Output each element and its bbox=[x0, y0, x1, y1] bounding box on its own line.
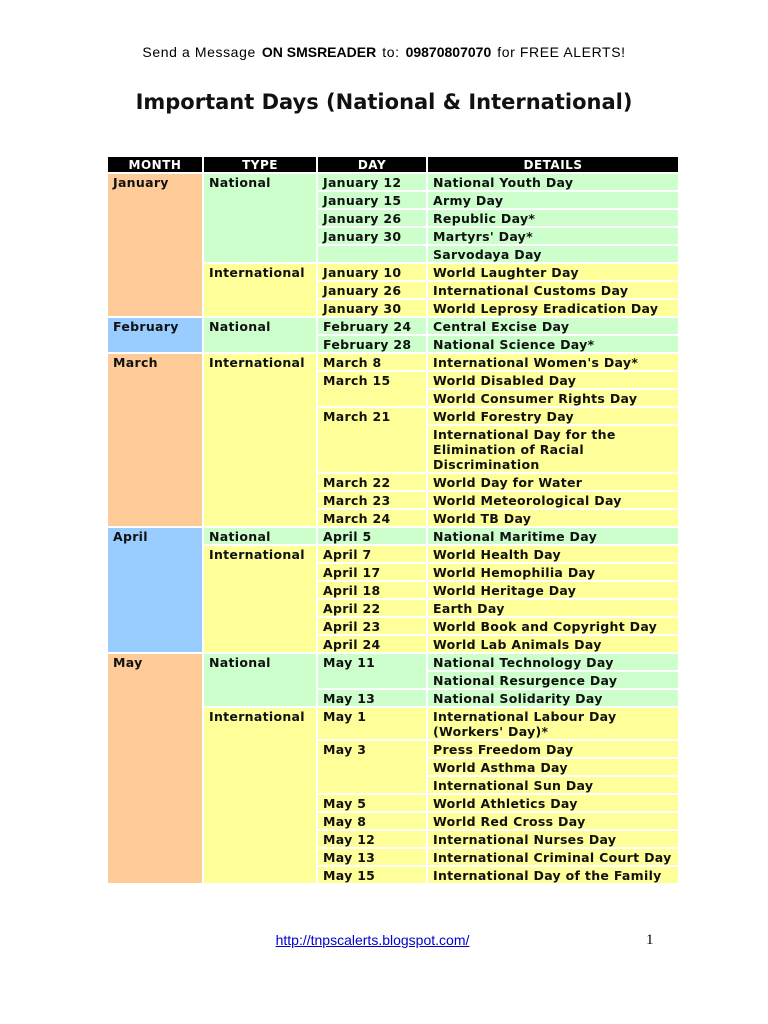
table-row bbox=[108, 528, 678, 546]
day-cell: January 26 bbox=[318, 210, 426, 228]
day-cell: April 5 bbox=[318, 528, 426, 546]
day-cell: January 15 bbox=[318, 192, 426, 210]
details-cell: World Athletics Day bbox=[428, 795, 678, 813]
day-cell: May 5 bbox=[318, 795, 426, 813]
important-days-table bbox=[106, 157, 680, 885]
type-cell: International bbox=[204, 264, 316, 318]
month-cell: April bbox=[108, 528, 202, 654]
day-cell: May 13 bbox=[318, 690, 426, 708]
day-cell: January 30 bbox=[318, 228, 426, 246]
details-cell: Martyrs' Day* bbox=[428, 228, 678, 246]
day-cell bbox=[318, 246, 426, 264]
banner-prefix: Send a Message bbox=[142, 44, 256, 60]
day-cell: April 22 bbox=[318, 600, 426, 618]
type-cell: International bbox=[204, 354, 316, 528]
header-type: TYPE bbox=[204, 157, 316, 174]
details-cell: World Disabled Day bbox=[428, 372, 678, 390]
day-cell: May 8 bbox=[318, 813, 426, 831]
blog-link[interactable]: http://tnpscalerts.blogspot.com/ bbox=[275, 932, 470, 948]
details-cell: World Red Cross Day bbox=[428, 813, 678, 831]
details-cell: National Resurgence Day bbox=[428, 672, 678, 690]
banner-keyword: ON SMSREADER bbox=[261, 44, 377, 60]
details-cell: World Heritage Day bbox=[428, 582, 678, 600]
type-cell: International bbox=[204, 546, 316, 654]
details-cell: National Technology Day bbox=[428, 654, 678, 672]
details-cell: World Laughter Day bbox=[428, 264, 678, 282]
day-cell: May 1 bbox=[318, 708, 426, 741]
details-cell: World Day for Water bbox=[428, 474, 678, 492]
details-cell: National Maritime Day bbox=[428, 528, 678, 546]
month-cell: January bbox=[108, 174, 202, 318]
day-cell: May 3 bbox=[318, 741, 426, 795]
details-cell: International Nurses Day bbox=[428, 831, 678, 849]
month-cell: March bbox=[108, 354, 202, 528]
day-cell: January 26 bbox=[318, 282, 426, 300]
details-cell: World TB Day bbox=[428, 510, 678, 528]
type-cell: National bbox=[204, 654, 316, 708]
details-cell: International Sun Day bbox=[428, 777, 678, 795]
details-cell: National Solidarity Day bbox=[428, 690, 678, 708]
header-details: DETAILS bbox=[428, 157, 678, 174]
type-cell: International bbox=[204, 708, 316, 885]
day-cell: January 30 bbox=[318, 300, 426, 318]
details-cell: Sarvodaya Day bbox=[428, 246, 678, 264]
details-cell: International Day of the Family bbox=[428, 867, 678, 885]
day-cell: March 23 bbox=[318, 492, 426, 510]
details-cell: World Meteorological Day bbox=[428, 492, 678, 510]
month-cell: February bbox=[108, 318, 202, 354]
type-cell: National bbox=[204, 318, 316, 354]
day-cell: January 12 bbox=[318, 174, 426, 192]
details-cell: International Day for the Elimination of Racial Discrimination bbox=[428, 426, 678, 474]
details-cell: International Customs Day bbox=[428, 282, 678, 300]
details-cell: World Book and Copyright Day bbox=[428, 618, 678, 636]
day-cell: March 21 bbox=[318, 408, 426, 474]
table-header-row bbox=[108, 157, 678, 174]
day-cell: April 18 bbox=[318, 582, 426, 600]
details-cell: Earth Day bbox=[428, 600, 678, 618]
day-cell: April 24 bbox=[318, 636, 426, 654]
day-cell: May 13 bbox=[318, 849, 426, 867]
day-cell: May 15 bbox=[318, 867, 426, 885]
details-cell: Central Excise Day bbox=[428, 318, 678, 336]
type-cell: National bbox=[204, 174, 316, 264]
day-cell: May 12 bbox=[318, 831, 426, 849]
details-cell: National Youth Day bbox=[428, 174, 678, 192]
details-cell: Army Day bbox=[428, 192, 678, 210]
page-number: 1 bbox=[646, 932, 654, 948]
header-day: DAY bbox=[318, 157, 426, 174]
header-month: MONTH bbox=[108, 157, 202, 174]
details-cell: World Asthma Day bbox=[428, 759, 678, 777]
day-cell: March 24 bbox=[318, 510, 426, 528]
table-row bbox=[108, 174, 678, 192]
details-cell: Republic Day* bbox=[428, 210, 678, 228]
details-cell: Press Freedom Day bbox=[428, 741, 678, 759]
table-body bbox=[108, 174, 678, 885]
details-cell: National Science Day* bbox=[428, 336, 678, 354]
day-cell: April 7 bbox=[318, 546, 426, 564]
table-row bbox=[108, 654, 678, 672]
day-cell: March 15 bbox=[318, 372, 426, 408]
details-cell: World Lab Animals Day bbox=[428, 636, 678, 654]
banner-suffix: for FREE ALERTS! bbox=[497, 44, 626, 60]
month-cell: May bbox=[108, 654, 202, 885]
day-cell: April 17 bbox=[318, 564, 426, 582]
sms-banner bbox=[0, 44, 768, 60]
banner-to: to: bbox=[382, 44, 400, 60]
page-title: Important Days (National & International) bbox=[135, 90, 633, 114]
banner-number: 09870807070 bbox=[405, 44, 492, 60]
type-cell: National bbox=[204, 528, 316, 546]
details-cell: World Forestry Day bbox=[428, 408, 678, 426]
details-cell: International Women's Day* bbox=[428, 354, 678, 372]
day-cell: January 10 bbox=[318, 264, 426, 282]
details-cell: International Labour Day (Workers' Day)* bbox=[428, 708, 678, 741]
day-cell: March 8 bbox=[318, 354, 426, 372]
details-cell: World Hemophilia Day bbox=[428, 564, 678, 582]
table-row bbox=[108, 318, 678, 336]
details-cell: World Health Day bbox=[428, 546, 678, 564]
day-cell: April 23 bbox=[318, 618, 426, 636]
day-cell: March 22 bbox=[318, 474, 426, 492]
table-row bbox=[108, 354, 678, 372]
details-cell: World Leprosy Eradication Day bbox=[428, 300, 678, 318]
details-cell: World Consumer Rights Day bbox=[428, 390, 678, 408]
day-cell: February 28 bbox=[318, 336, 426, 354]
details-cell: International Criminal Court Day bbox=[428, 849, 678, 867]
day-cell: February 24 bbox=[318, 318, 426, 336]
day-cell: May 11 bbox=[318, 654, 426, 690]
